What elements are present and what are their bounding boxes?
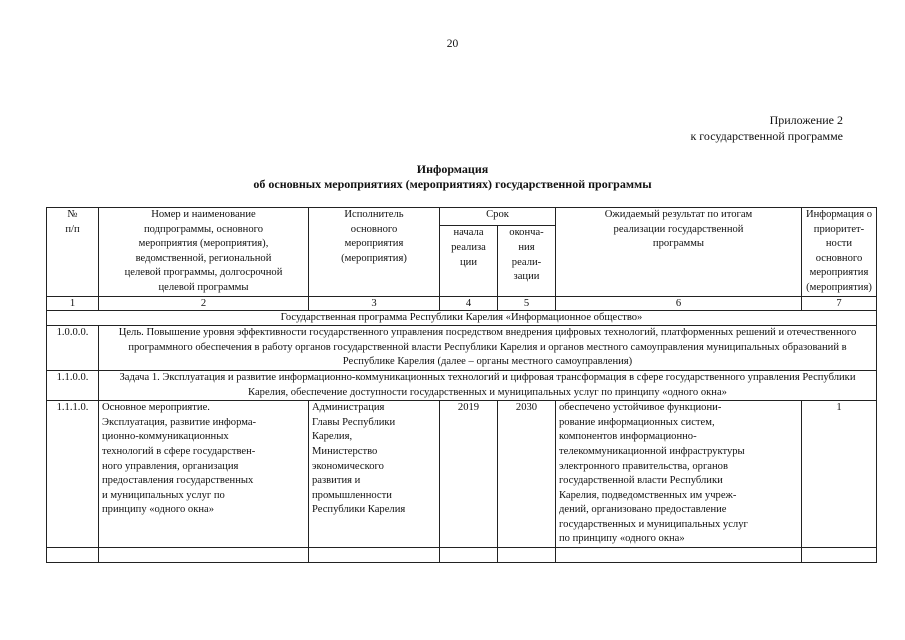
task-text: Задача 1. Эксплуатация и развитие информационно-коммуникационных технологий и цифровая трансформация в сфере государственного управления Республики Карелия, обеспечение доступности государственных и муниципальных услуг по принципу «одного окна» <box>99 370 877 400</box>
activity-result: обеспечено устойчивое функциони- рование информационных систем, компонентов информационно- телекоммуникационной инфраструктуры электронного правительства, органов государственной власти Республики Карелия, подведомственных им учреж- дений, организовано предоставление государственных и муниципальных услуг по принципу «одного окна» <box>556 401 802 548</box>
spacer-cell <box>99 548 309 563</box>
activity-end-year: 2030 <box>498 401 556 548</box>
header-term: Срок <box>440 208 556 226</box>
task-row <box>47 370 877 400</box>
column-number: 4 <box>440 296 498 310</box>
header-priority: Информация о приоритет- ности основного мероприятия (мероприятия) <box>802 208 877 297</box>
activities-table <box>46 207 877 563</box>
appendix-line-2: к государственной программе <box>690 129 843 143</box>
column-number: 6 <box>556 296 802 310</box>
spacer-cell <box>498 548 556 563</box>
activity-row <box>47 401 877 548</box>
goal-code: 1.0.0.0. <box>47 326 99 371</box>
appendix-note <box>690 112 843 144</box>
activity-start-year: 2019 <box>440 401 498 548</box>
spacer-cell <box>440 548 498 563</box>
spacer-cell <box>802 548 877 563</box>
program-row <box>47 310 877 326</box>
activity-name: Основное мероприятие. Эксплуатация, развитие информа- ционно-коммуникационных технологий в сфере государствен- ного управления, организация предоставления государственных и муниципальных услуг по принципу «одного окна» <box>99 401 309 548</box>
header-start: начала реализа ции <box>440 226 498 296</box>
column-number: 2 <box>99 296 309 310</box>
spacer-cell <box>556 548 802 563</box>
header-executor: Исполнитель основного мероприятия (мероприятия) <box>309 208 440 297</box>
header-result: Ожидаемый результат по итогам реализации государственной программы <box>556 208 802 297</box>
appendix-line-1: Приложение 2 <box>769 113 843 127</box>
activity-row-bottom <box>47 548 877 563</box>
header-end: оконча- ния реали- зации <box>498 226 556 296</box>
title-line-2: об основных мероприятиях (мероприятиях) государственной программы <box>253 177 652 191</box>
goal-text: Цель. Повышение уровня эффективности государственного управления посредством внедрения цифровых технологий, платформенных решений и отечественного программного обеспечения в работу органов государственной власти Республики Карелия и органов местного самоуправления муниципальных образований в Республике Карелия (далее – органы местного самоуправления) <box>99 326 877 371</box>
spacer-cell <box>309 548 440 563</box>
activity-executor: Администрация Главы Республики Карелия, Министерство экономического развития и промышленности Республики Карелия <box>309 401 440 548</box>
header-row-1 <box>47 208 877 226</box>
spacer-cell <box>47 548 99 563</box>
header-num: № п/п <box>47 208 99 297</box>
activity-priority: 1 <box>802 401 877 548</box>
column-number: 5 <box>498 296 556 310</box>
column-number: 3 <box>309 296 440 310</box>
page-number: 20 <box>446 38 459 50</box>
title-line-1: Информация <box>416 162 489 176</box>
goal-row <box>47 326 877 371</box>
task-code: 1.1.0.0. <box>47 370 99 400</box>
header-name: Номер и наименование подпрограммы, основного мероприятия (мероприятия), ведомственной, региональной целевой программы, долгосрочной целевой программы <box>99 208 309 297</box>
document-title <box>0 162 905 192</box>
column-number: 1 <box>47 296 99 310</box>
column-numbers-row <box>47 296 877 310</box>
program-title: Государственная программа Республики Карелия «Информационное общество» <box>47 310 877 326</box>
column-number: 7 <box>802 296 877 310</box>
activity-code: 1.1.1.0. <box>47 401 99 548</box>
